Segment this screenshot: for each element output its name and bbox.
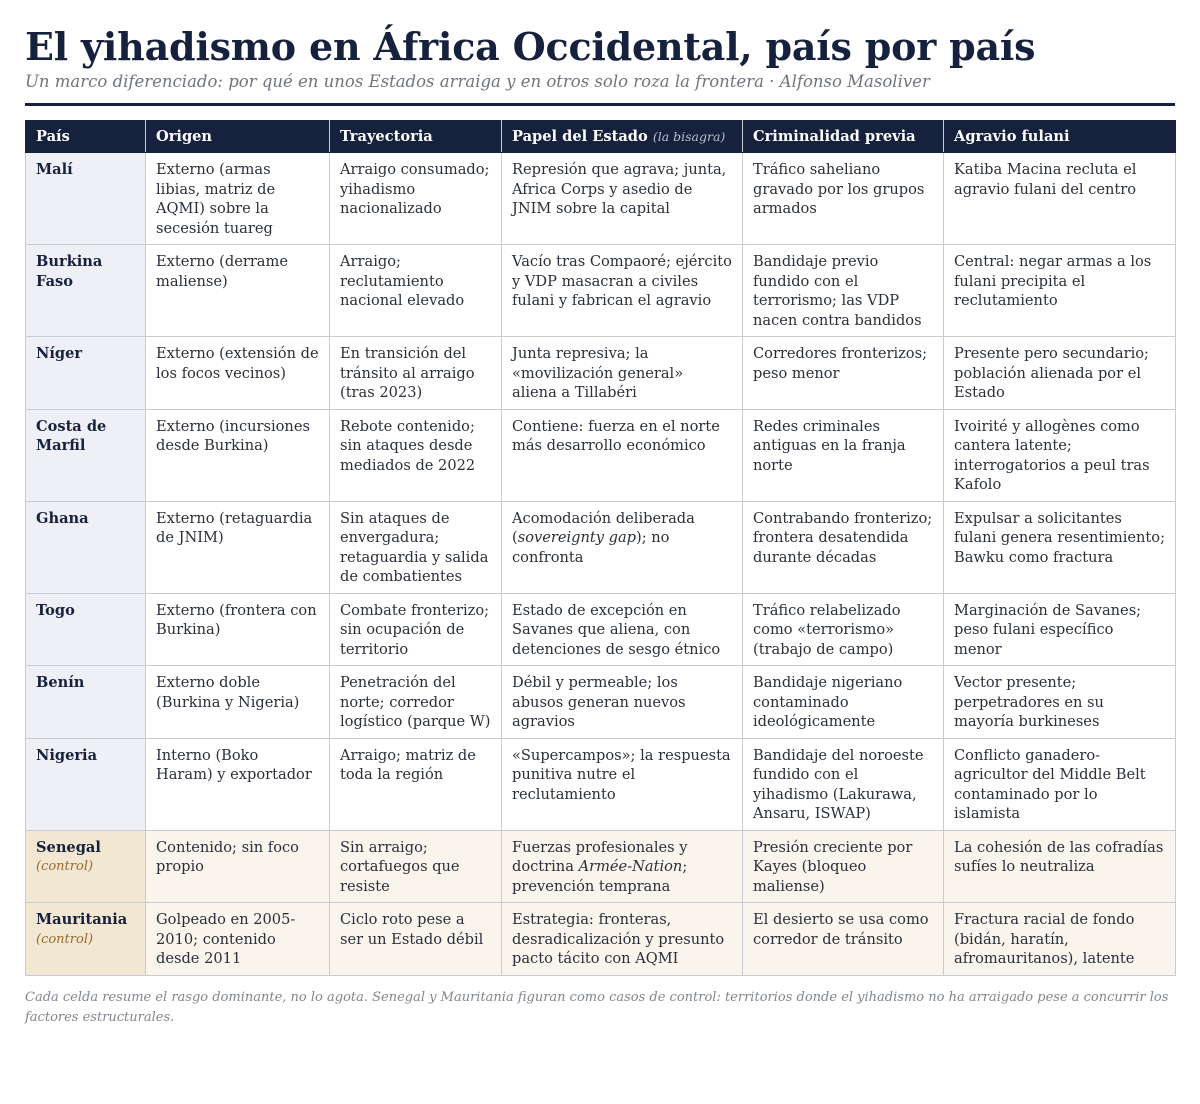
- estado-text: Contiene: fuerza en el norte más desarrollo económico: [512, 417, 720, 454]
- origen-cell: Golpeado en 2005-2010; contenido desde 2011: [146, 903, 330, 976]
- column-header: [26, 121, 146, 153]
- page: [25, 24, 1175, 1028]
- country-cell: [26, 903, 146, 976]
- criminalidad-cell: Tráfico saheliano gravado por los grupos armados: [743, 153, 944, 245]
- estado-cell: [502, 593, 743, 666]
- country-name: Senegal: [36, 838, 101, 856]
- estado-cell: [502, 666, 743, 739]
- trayectoria-cell: Ciclo roto pese a ser un Estado débil: [330, 903, 502, 976]
- table-header-row: [26, 121, 1176, 153]
- column-header: [502, 121, 743, 153]
- agravio-cell: Ivoirité y allogènes como cantera latente; interrogatorios a peul tras Kafolo: [944, 409, 1176, 501]
- column-header-label: Agravio fulani: [954, 127, 1070, 145]
- country-name: Costa de Marfil: [36, 417, 107, 454]
- estado-text: Junta represiva; la «movilización general» aliena a Tillabéri: [512, 345, 684, 401]
- country-cell: [26, 593, 146, 666]
- table-row: [26, 337, 1176, 410]
- estado-cell: [502, 830, 743, 903]
- estado-cell: [502, 903, 743, 976]
- column-header-label: Origen: [156, 127, 213, 145]
- page-subtitle: Un marco diferenciado: por qué en unos Estados arraiga y en otros solo roza la frontera · Alfonso Masoliver: [25, 72, 930, 91]
- estado-text: Fuerzas profesionales y doctrina: [512, 838, 688, 875]
- country-name: Ghana: [36, 509, 89, 527]
- trayectoria-cell: Sin ataques de envergadura; retaguardia y salida de combatientes: [330, 501, 502, 593]
- estado-cell: [502, 245, 743, 337]
- country-cell: [26, 501, 146, 593]
- agravio-cell: Central: negar armas a los fulani precipita el reclutamiento: [944, 245, 1176, 337]
- column-header: [330, 121, 502, 153]
- country-name: Benín: [36, 674, 85, 691]
- agravio-cell: Fractura racial de fondo (bidán, haratín, afromauritanos), latente: [944, 903, 1176, 976]
- table-row: [26, 409, 1176, 501]
- column-header-label: Papel del Estado: [512, 127, 653, 145]
- control-label: (control): [36, 931, 94, 947]
- criminalidad-cell: Contrabando fronterizo; frontera desatendida durante décadas: [743, 501, 944, 593]
- origen-cell: Externo (derrame maliense): [146, 245, 330, 337]
- table-row: [26, 501, 1176, 593]
- estado-text: ); no confronta: [512, 529, 670, 566]
- country-cell: [26, 245, 146, 337]
- table-body: [26, 153, 1176, 976]
- agravio-cell: Katiba Macina recluta el agravio fulani del centro: [944, 153, 1176, 245]
- agravio-cell: Conflicto ganadero-agricultor del Middle Belt contaminado por lo islamista: [944, 738, 1176, 830]
- column-header-label: País: [36, 127, 70, 145]
- origen-cell: Interno (Boko Haram) y exportador: [146, 738, 330, 830]
- agravio-cell: La cohesión de las cofradías sufíes lo neutraliza: [944, 830, 1176, 903]
- table-row: [26, 593, 1176, 666]
- estado-cell: [502, 153, 743, 245]
- origen-cell: Externo (frontera con Burkina): [146, 593, 330, 666]
- estado-text: «Supercampos»; la respuesta punitiva nutre el reclutamiento: [512, 746, 731, 803]
- origen-cell: Externo (extensión de los focos vecinos): [146, 337, 330, 410]
- page-title: El yihadismo en África Occidental, país por país: [25, 24, 1036, 69]
- country-cell: [26, 666, 146, 739]
- trayectoria-cell: Sin arraigo; cortafuegos que resiste: [330, 830, 502, 903]
- origen-cell: Externo doble (Burkina y Nigeria): [146, 666, 330, 739]
- estado-text: ; prevención temprana: [512, 858, 688, 895]
- estado-cell: [502, 738, 743, 830]
- country-cell: [26, 153, 146, 245]
- agravio-cell: Vector presente; perpetradores en su mayoría burkineses: [944, 666, 1176, 739]
- table-row: [26, 245, 1176, 337]
- country-name: Togo: [36, 601, 75, 619]
- criminalidad-cell: Presión creciente por Kayes (bloqueo maliense): [743, 830, 944, 903]
- country-name: Malí: [36, 161, 73, 178]
- country-cell: [26, 409, 146, 501]
- table-row: [26, 903, 1176, 976]
- trayectoria-cell: Rebote contenido; sin ataques desde mediados de 2022: [330, 409, 502, 501]
- country-name: Nigeria: [36, 746, 98, 764]
- estado-cell: [502, 501, 743, 593]
- country-name: Burkina Faso: [36, 253, 103, 290]
- country-table: [25, 120, 1176, 976]
- title-rule: [25, 103, 1175, 106]
- column-header-label: Trayectoria: [340, 127, 433, 145]
- estado-text: Vacío tras Compaoré; ejército y VDP masacran a civiles fulani y fabrican el agravio: [512, 253, 732, 309]
- estado-cell: [502, 337, 743, 410]
- column-header: [944, 121, 1176, 153]
- criminalidad-cell: Redes criminales antiguas en la franja norte: [743, 409, 944, 501]
- control-label: (control): [36, 859, 94, 874]
- column-header-note: (la bisagra): [652, 128, 726, 144]
- column-header-label: Criminalidad previa: [753, 127, 916, 145]
- table-row: [26, 830, 1176, 903]
- trayectoria-cell: Arraigo; matriz de toda la región: [330, 738, 502, 830]
- criminalidad-cell: Corredores fronterizos; peso menor: [743, 337, 944, 410]
- origen-cell: Externo (retaguardia de JNIM): [146, 501, 330, 593]
- estado-text: Acomodación deliberada (: [512, 509, 695, 546]
- estado-cell: [502, 409, 743, 501]
- agravio-cell: Presente pero secundario; población alienada por el Estado: [944, 337, 1176, 410]
- estado-text: Estado de excepción en Savanes que aliena, con detenciones de sesgo étnico: [512, 601, 721, 658]
- table-row: [26, 153, 1176, 245]
- trayectoria-cell: Penetración del norte; corredor logístico (parque W): [330, 666, 502, 739]
- origen-cell: Contenido; sin foco propio: [146, 830, 330, 903]
- estado-text: Represión que agrava; junta, Africa Corps y asedio de JNIM sobre la capital: [512, 161, 727, 217]
- criminalidad-cell: Bandidaje previo fundido con el terrorismo; las VDP nacen contra bandidos: [743, 245, 944, 337]
- criminalidad-cell: Bandidaje nigeriano contaminado ideológicamente: [743, 666, 944, 739]
- trayectoria-cell: Arraigo consumado; yihadismo nacionalizado: [330, 153, 502, 245]
- country-name: Mauritania: [36, 911, 128, 928]
- origen-cell: Externo (incursiones desde Burkina): [146, 409, 330, 501]
- country-cell: [26, 738, 146, 830]
- column-header: [146, 121, 330, 153]
- criminalidad-cell: Tráfico relabelizado como «terrorismo» (trabajo de campo): [743, 593, 944, 666]
- country-name: Níger: [36, 345, 83, 362]
- column-header: [743, 121, 944, 153]
- country-cell: [26, 337, 146, 410]
- agravio-cell: Expulsar a solicitantes fulani genera resentimiento; Bawku como fractura: [944, 501, 1176, 593]
- table-row: [26, 738, 1176, 830]
- table-row: [26, 666, 1176, 739]
- origen-cell: Externo (armas libias, matriz de AQMI) sobre la secesión tuareg: [146, 153, 330, 245]
- criminalidad-cell: Bandidaje del noroeste fundido con el yihadismo (Lakurawa, Ansaru, ISWAP): [743, 738, 944, 830]
- estado-emphasis: Armée-Nation: [578, 858, 683, 875]
- trayectoria-cell: Combate fronterizo; sin ocupación de territorio: [330, 593, 502, 666]
- criminalidad-cell: El desierto se usa como corredor de tránsito: [743, 903, 944, 976]
- country-cell: [26, 830, 146, 903]
- estado-text: Estrategia: fronteras, desradicalización y presunto pacto tácito con AQMI: [512, 911, 725, 967]
- agravio-cell: Marginación de Savanes; peso fulani específico menor: [944, 593, 1176, 666]
- trayectoria-cell: En transición del tránsito al arraigo (tras 2023): [330, 337, 502, 410]
- footnote: Cada celda resume el rasgo dominante, no lo agota. Senegal y Mauritania figuran como casos de control: territorios donde el yihadismo no ha arraigado pese a concurrir los factores estructurales.: [25, 989, 1169, 1025]
- estado-emphasis: sovereignty gap: [517, 529, 637, 546]
- trayectoria-cell: Arraigo; reclutamiento nacional elevado: [330, 245, 502, 337]
- estado-text: Débil y permeable; los abusos generan nuevos agravios: [512, 674, 686, 730]
